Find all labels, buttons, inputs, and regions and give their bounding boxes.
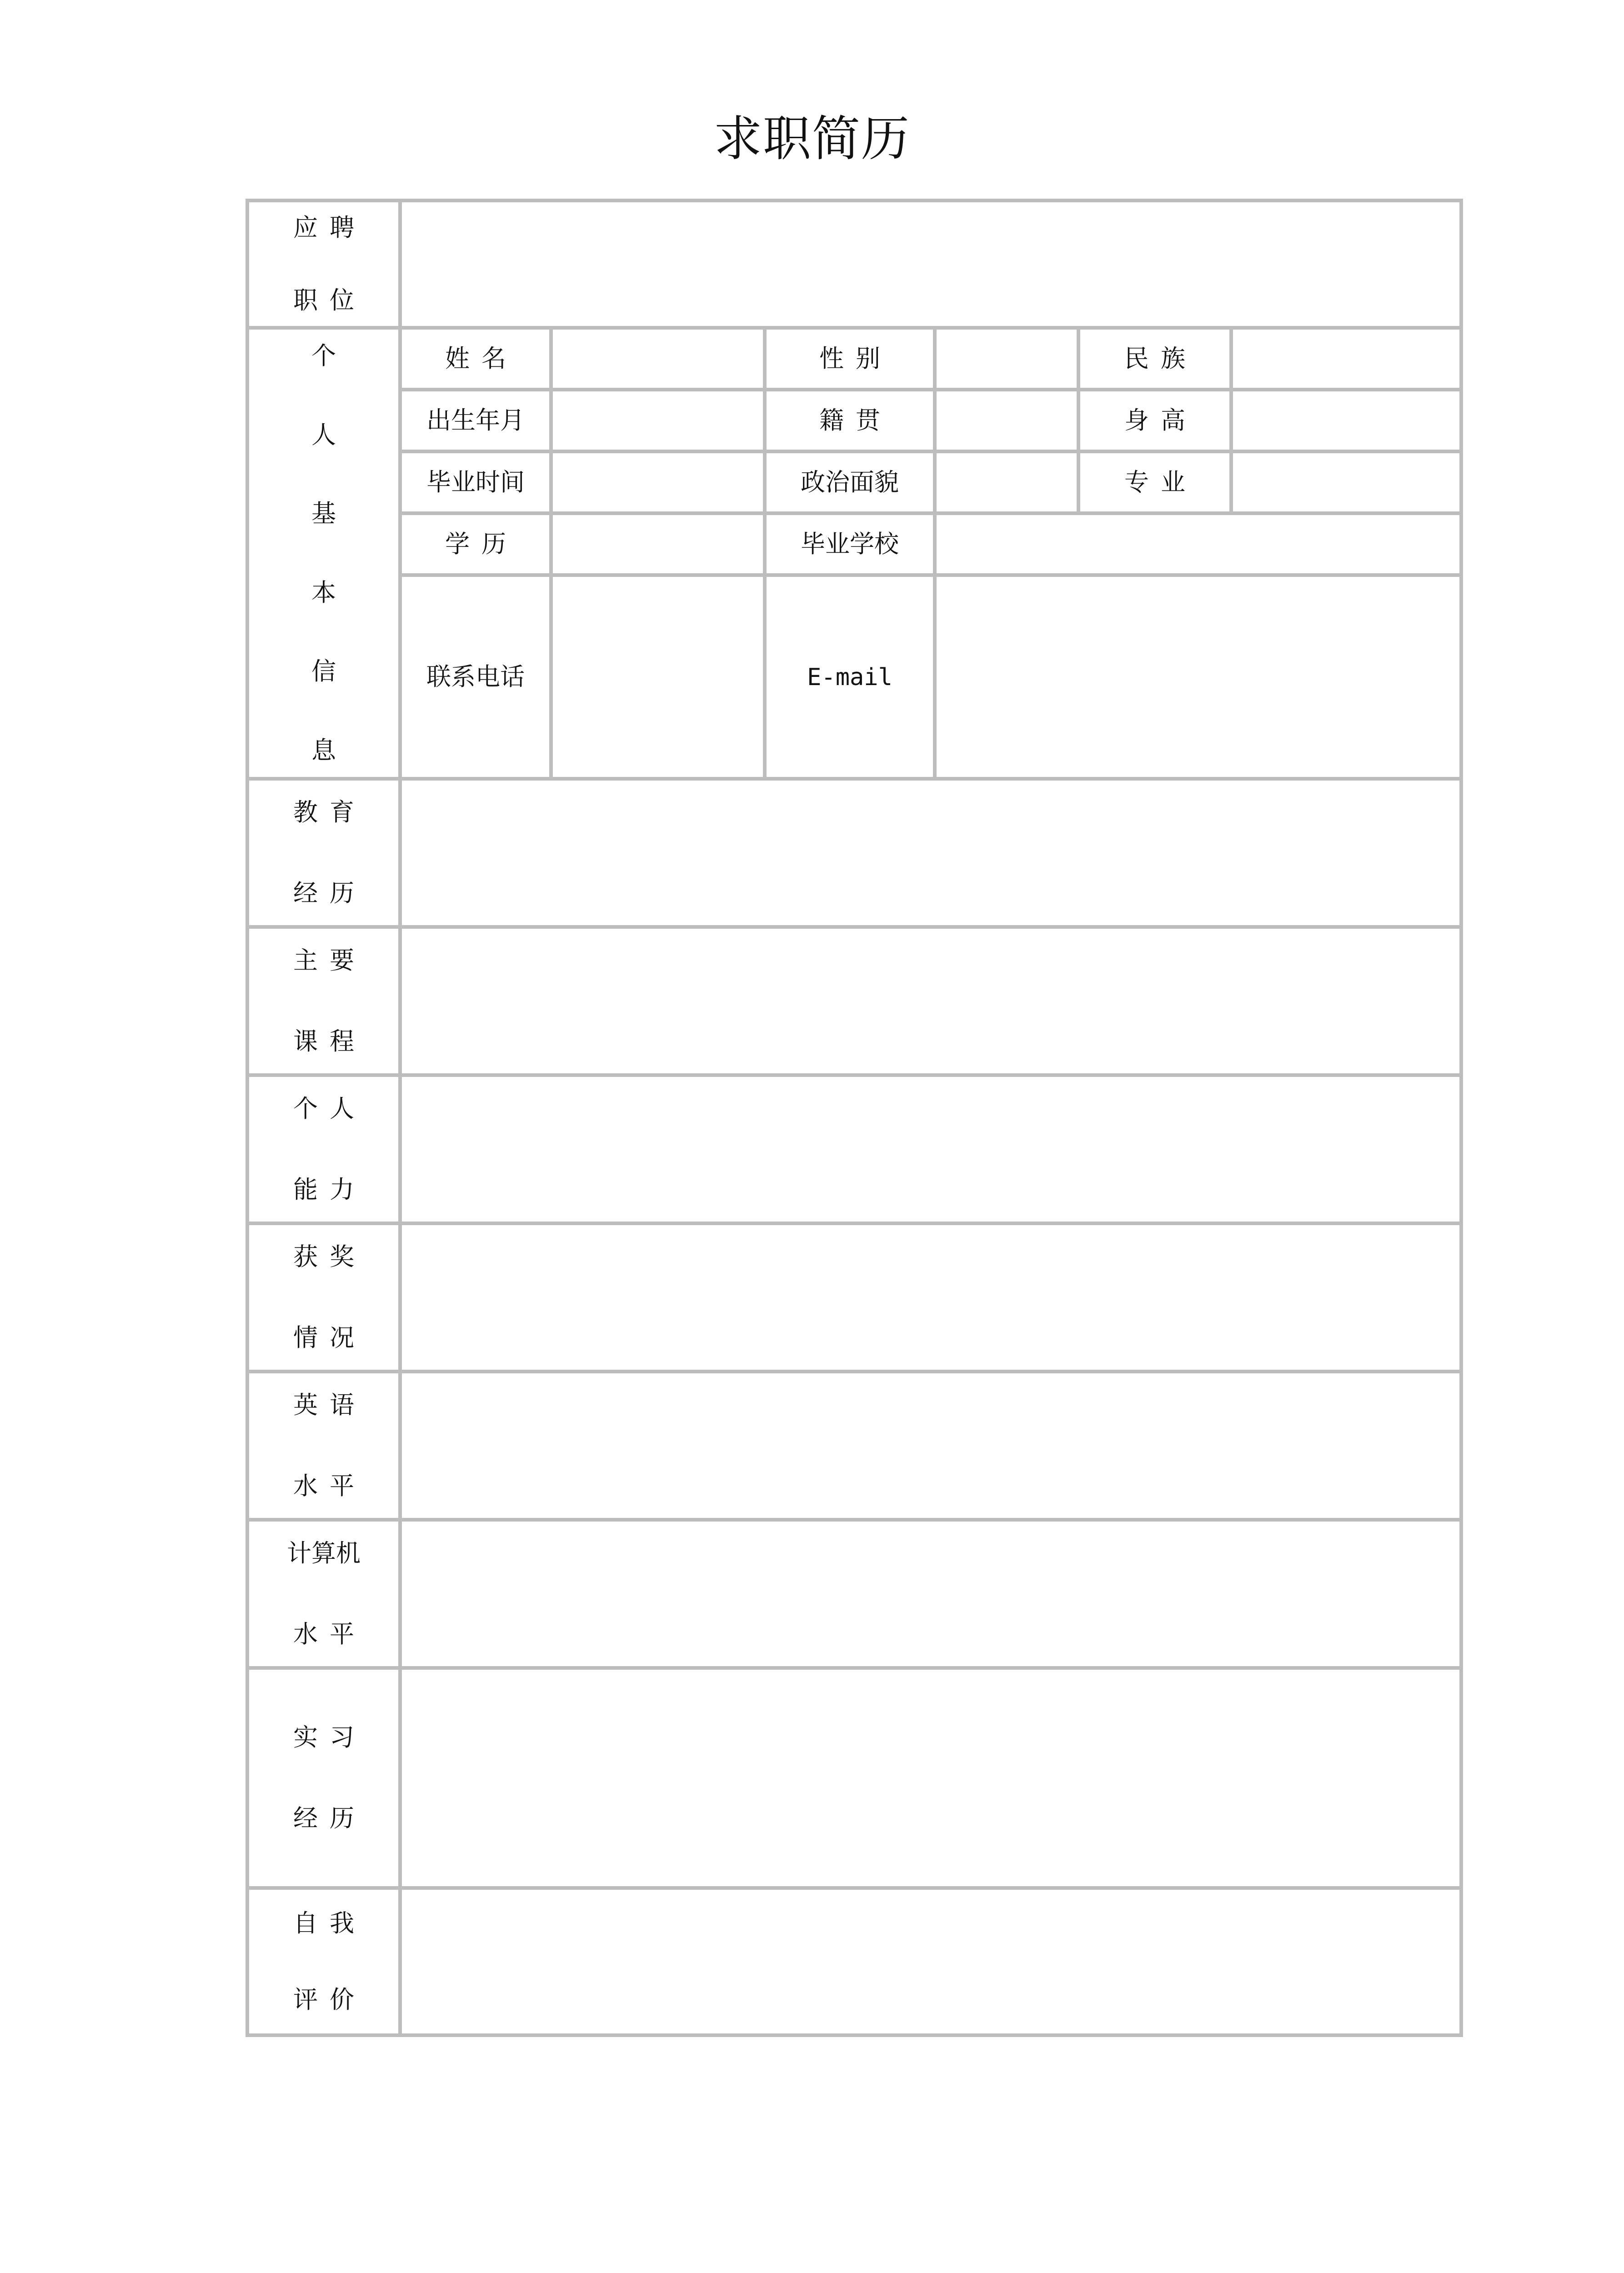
- basic-info-side-char-6: 息: [311, 736, 348, 765]
- phone-label: 联系电话: [400, 575, 551, 779]
- computer-level-value[interactable]: [400, 1520, 1461, 1668]
- education-value[interactable]: [551, 513, 765, 575]
- personal-ability-value[interactable]: [400, 1075, 1461, 1223]
- school-label: 毕业学校: [765, 513, 935, 575]
- main-courses-value[interactable]: [400, 927, 1461, 1075]
- self-evaluation-value[interactable]: [400, 1888, 1461, 2035]
- personal-ability-row: [247, 1075, 1461, 1223]
- resume-table: [246, 199, 1463, 2037]
- basic-info-row-2: [247, 390, 1461, 451]
- native-place-label: 籍贯: [765, 390, 935, 451]
- birth-label: 出生年月: [400, 390, 551, 451]
- internship-row: [247, 1668, 1461, 1888]
- gender-label: 性别: [765, 328, 935, 390]
- email-label: E-mail: [765, 575, 935, 779]
- basic-info-row-4: [247, 513, 1461, 575]
- personal-ability-label: 个人 能力: [247, 1075, 400, 1223]
- basic-info-side-char-1: 个: [311, 341, 348, 370]
- gender-value[interactable]: [935, 328, 1078, 390]
- education-history-label: 教育 经历: [247, 779, 400, 927]
- political-status-value[interactable]: [935, 451, 1078, 513]
- main-courses-label: 主要 课程: [247, 927, 400, 1075]
- basic-info-side-label: [247, 328, 400, 779]
- school-value[interactable]: [935, 513, 1461, 575]
- phone-value[interactable]: [551, 575, 765, 779]
- position-label: [247, 200, 400, 328]
- awards-label: 获奖 情况: [247, 1223, 400, 1372]
- computer-level-row: [247, 1520, 1461, 1668]
- name-value[interactable]: [551, 328, 765, 390]
- english-level-value[interactable]: [400, 1372, 1461, 1520]
- basic-info-side-char-3: 基: [311, 499, 348, 528]
- position-label-line-2: 职位: [293, 286, 366, 315]
- email-value[interactable]: [935, 575, 1461, 779]
- internship-value[interactable]: [400, 1668, 1461, 1888]
- internship-label: 实习 经历: [247, 1668, 400, 1888]
- self-evaluation-label: 自我 评价: [247, 1888, 400, 2035]
- major-value[interactable]: [1231, 451, 1461, 513]
- education-history-row: [247, 779, 1461, 927]
- page-title: 求职简历: [714, 111, 910, 167]
- major-label: 专业: [1078, 451, 1231, 513]
- self-evaluation-row: [247, 1888, 1461, 2035]
- education-history-value[interactable]: [400, 779, 1461, 927]
- basic-info-row-1: [247, 328, 1461, 390]
- education-label: 学历: [400, 513, 551, 575]
- name-label: 姓名: [400, 328, 551, 390]
- ethnicity-label: 民族: [1078, 328, 1231, 390]
- basic-info-side-char-4: 本: [311, 578, 348, 607]
- english-level-row: [247, 1372, 1461, 1520]
- basic-info-row-5: [247, 575, 1461, 779]
- awards-row: [247, 1223, 1461, 1372]
- native-place-value[interactable]: [935, 390, 1078, 451]
- political-status-label: 政治面貌: [765, 451, 935, 513]
- height-value[interactable]: [1231, 390, 1461, 451]
- basic-info-row-3: [247, 451, 1461, 513]
- main-courses-row: [247, 927, 1461, 1075]
- english-level-label: 英语 水平: [247, 1372, 400, 1520]
- graduation-time-label: 毕业时间: [400, 451, 551, 513]
- awards-value[interactable]: [400, 1223, 1461, 1372]
- birth-value[interactable]: [551, 390, 765, 451]
- position-value[interactable]: [400, 200, 1461, 328]
- ethnicity-value[interactable]: [1231, 328, 1461, 390]
- graduation-time-value[interactable]: [551, 451, 765, 513]
- basic-info-side-char-5: 信: [311, 657, 348, 686]
- position-label-line-1: 应聘: [293, 213, 366, 242]
- computer-level-label: 计算机 水平: [247, 1520, 400, 1668]
- height-label: 身高: [1078, 390, 1231, 451]
- basic-info-side-char-2: 人: [311, 420, 348, 449]
- position-row: [247, 200, 1461, 328]
